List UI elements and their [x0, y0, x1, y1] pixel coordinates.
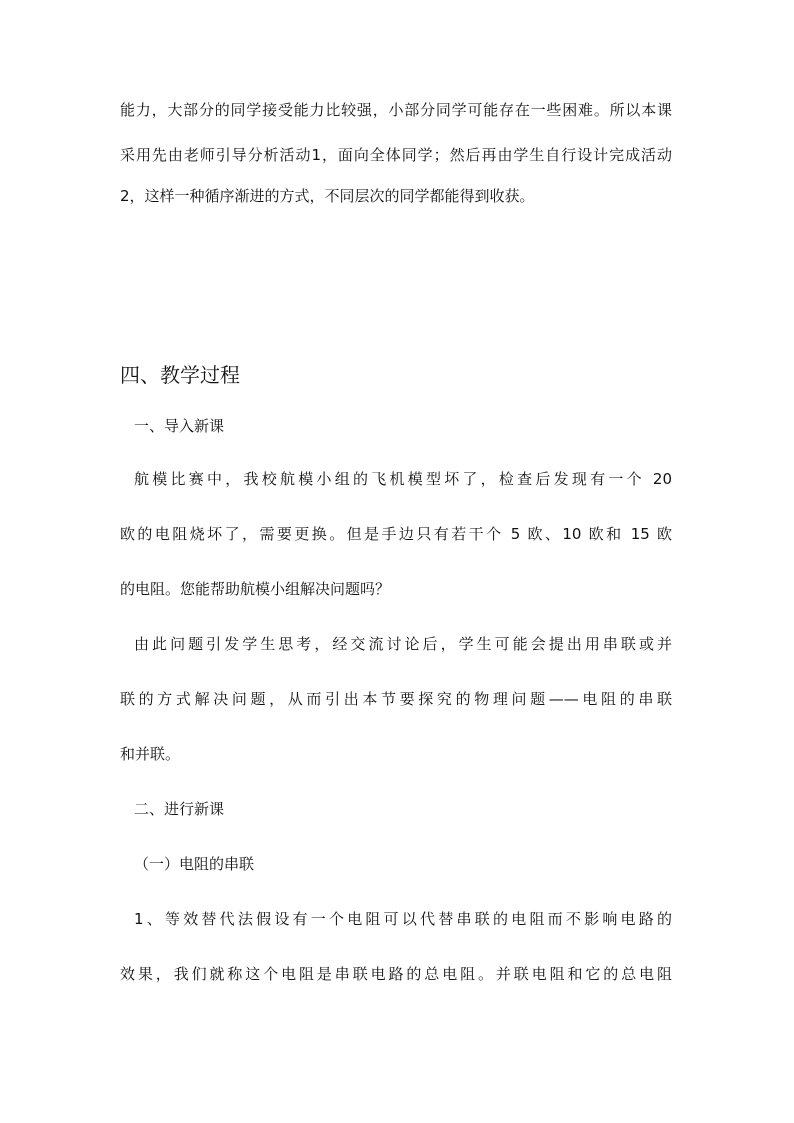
section-title: 四、教学过程	[120, 363, 240, 387]
part2-subheading: （一）电阻的串联	[134, 855, 255, 873]
part1-para2-line-1: 由此问题引发学生思考，经交流讨论后，学生可能会提出用串联或并	[134, 635, 672, 653]
part2-para1-line-1: 1、等效替代法假设有一个电阻可以代替串联的电阻而不影响电路的	[134, 910, 672, 928]
part1-para2-line-3: 和并联。	[120, 745, 181, 763]
part1-para1-line-1: 航模比赛中，我校航模小组的飞机模型坏了，检查后发现有一个 20	[134, 470, 672, 488]
part1-para2-line-2: 联的方式解决问题，从而引出本节要探究的物理问题——电阻的串联	[120, 690, 672, 708]
part1-para1-line-2: 欧的电阻烧坏了，需要更换。但是手边只有若干个 5 欧、10 欧和 15 欧	[120, 525, 672, 543]
intro-line-3: 2，这样一种循序渐进的方式，不同层次的同学都能得到收获。	[120, 187, 535, 205]
intro-line-1: 能力，大部分的同学接受能力比较强，小部分同学可能存在一些困难。所以本课	[120, 101, 672, 119]
part2-heading: 二、进行新课	[134, 800, 225, 818]
part2-para1-line-2: 效果，我们就称这个电阻是串联电路的总电阻。并联电阻和它的总电阻	[120, 965, 672, 983]
intro-line-2: 采用先由老师引导分析活动1，面向全体同学；然后再由学生自行设计完成活动	[120, 146, 672, 164]
part1-heading: 一、导入新课	[134, 417, 225, 435]
part1-para1-line-3: 的电阻。您能帮助航模小组解决问题吗？	[120, 580, 391, 598]
